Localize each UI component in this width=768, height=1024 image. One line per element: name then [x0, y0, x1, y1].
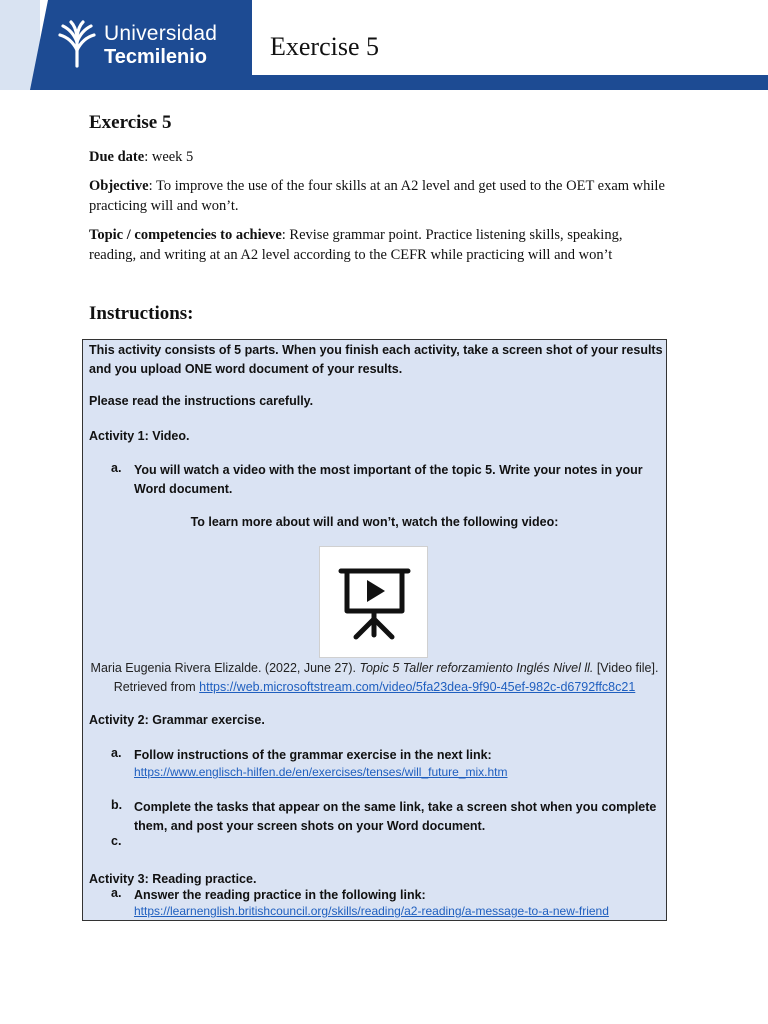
video-link[interactable]: https://web.microsoftstream.com/video/5fa23dea-9f90-45ef-982c-d6792ffc8c21	[199, 680, 636, 694]
topic-value: : Revise grammar point. Practice listening skills, speaking, reading, and writing at an A2 level according to the CEFR while practicing will and won’t	[89, 227, 623, 263]
video-prompt: To learn more about will and won’t, watch the following video:	[190, 515, 559, 529]
activity2-c-marker: c.	[111, 834, 122, 848]
page-title: Exercise 5	[89, 112, 172, 133]
activity2-a-marker: a.	[111, 746, 122, 760]
objective-label: Objective	[89, 178, 149, 194]
activity2-a-text: Follow instructions of the grammar exercise in the next link:	[134, 748, 492, 762]
video-thumbnail[interactable]	[319, 546, 428, 658]
activity3-a-marker: a.	[111, 886, 122, 900]
header-title: Exercise 5	[270, 32, 380, 61]
activity2-title: Activity 2: Grammar exercise.	[89, 713, 265, 727]
due-date-label: Due date	[89, 149, 145, 165]
objective-value: : To improve the use of the four skills at an A2 level and get used to the OET exam while practicing will and won’t.	[89, 178, 665, 214]
activity1-a-text: You will watch a video with the most important of the topic 5. Write your notes in your Word document.	[134, 463, 643, 496]
logo-tecmilenio-text: Tecmilenio	[104, 46, 207, 68]
grammar-exercise-link[interactable]: https://www.englisch-hilfen.de/en/exercises/tenses/will_future_mix.htm	[134, 765, 508, 779]
activity2-b-text: Complete the tasks that appear on the same link, take a screen shot when you complete them, and post your screen shots on your Word document.	[134, 800, 657, 833]
citation-author: Maria Eugenia Rivera Elizalde. (2022, June 27).	[90, 661, 360, 675]
activity3-a-text: Answer the reading practice in the following link:	[134, 888, 426, 902]
activity1-title: Activity 1: Video.	[89, 429, 190, 443]
read-carefully-text: Please read the instructions carefully.	[89, 394, 314, 408]
header-rule	[230, 75, 768, 90]
logo-university-text: Universidad	[104, 22, 218, 45]
citation-title: Topic 5 Taller reforzamiento Inglés Nivel ll.	[359, 661, 594, 675]
citation-type: [Video file].	[593, 661, 659, 675]
activity3-title: Activity 3: Reading practice.	[89, 872, 257, 886]
intro-text: This activity consists of 5 parts. When you finish each activity, take a screen shot of your results and you upload ONE word document of your results.	[89, 343, 663, 376]
activity1-a-marker: a.	[111, 461, 122, 475]
topic-label: Topic / competencies to achieve	[89, 227, 282, 243]
presentation-play-icon	[338, 565, 411, 641]
video-citation-source	[82, 678, 667, 697]
instructions-heading: Instructions:	[89, 303, 194, 324]
tecmilenio-logo-icon	[55, 20, 99, 68]
citation-retrieved: Retrieved from	[113, 680, 200, 694]
due-date-value: : week 5	[144, 149, 194, 165]
objective	[89, 176, 669, 216]
due-date	[89, 147, 669, 167]
video-citation	[82, 659, 667, 678]
topic-competencies	[89, 225, 669, 265]
activity2-b-marker: b.	[111, 798, 123, 812]
reading-practice-link[interactable]: https://learnenglish.britishcouncil.org/skills/reading/a2-reading/a-message-to-a-new-friend	[134, 904, 609, 918]
